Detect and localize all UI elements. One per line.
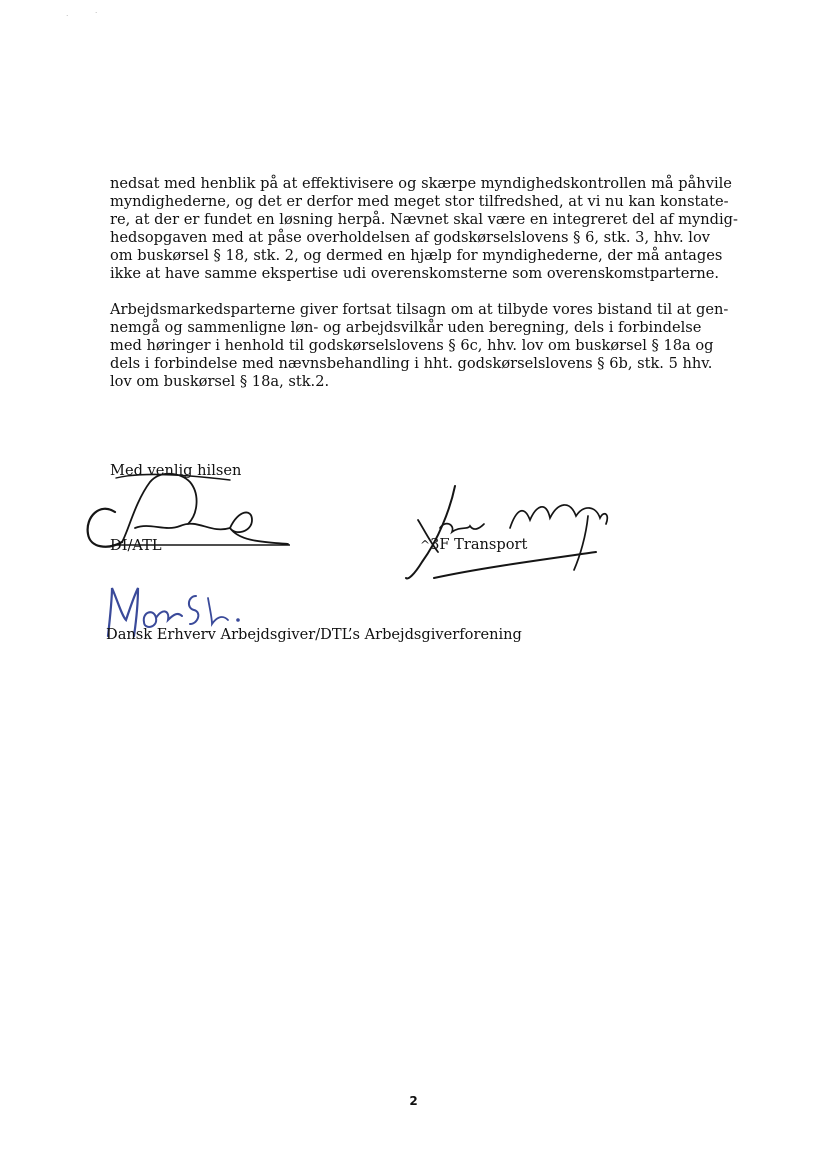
caret-mark: ^ xyxy=(420,538,431,552)
signatory-dansk-erhverv: Dansk Erhverv Arbejdsgiver/DTL’s Arbejdsgiverforening xyxy=(106,626,522,643)
signatory-3f-label: 3F Transport xyxy=(430,536,528,553)
text-line: hedsopgaven med at påse overholdelsen af godskørselslovens § 6, stk. 3, hhv. lov xyxy=(110,229,711,246)
text-line: nedsat med henblik på at effektivisere og skærpe myndighedskontrollen må påhvile xyxy=(110,175,732,192)
signatory-di-atl: DI/ATL xyxy=(110,537,162,554)
text-line: dels i forbindelse med nævnsbehandling i hht. godskørselslovens § 6b, stk. 5 hhv. xyxy=(110,355,713,372)
text-line: re, at der er fundet en løsning herpå. Nævnet skal være en integreret del af myndig- xyxy=(110,211,738,228)
text-line: Arbejdsmarkedsparterne giver fortsat tilsagn om at tilbyde vores bistand til at gen- xyxy=(110,301,729,318)
text-line: med høringer i henhold til godskørselslovens § 6c, hhv. lov om buskørsel § 18a og xyxy=(110,337,714,354)
page-number: 2 xyxy=(409,1094,418,1108)
signatory-3f-transport xyxy=(420,536,527,554)
scan-artifact: · xyxy=(66,12,69,20)
text-line: ikke at have samme ekspertise udi overenskomsterne som overenskomstparterne. xyxy=(110,265,720,282)
text-line: om buskørsel § 18, stk. 2, og dermed en hjælp for myndighederne, der må antages xyxy=(110,247,723,264)
closing-greeting: Med venlig hilsen xyxy=(110,462,242,479)
text-line: myndighederne, og det er derfor med meget stor tilfredshed, at vi nu kan konstate- xyxy=(110,193,729,210)
scan-artifact: ˊ xyxy=(95,11,98,19)
text-line: lov om buskørsel § 18a, stk.2. xyxy=(110,373,330,390)
text-line: nemgå og sammenligne løn- og arbejdsvilkår uden beregning, dels i forbindelse xyxy=(110,319,702,336)
